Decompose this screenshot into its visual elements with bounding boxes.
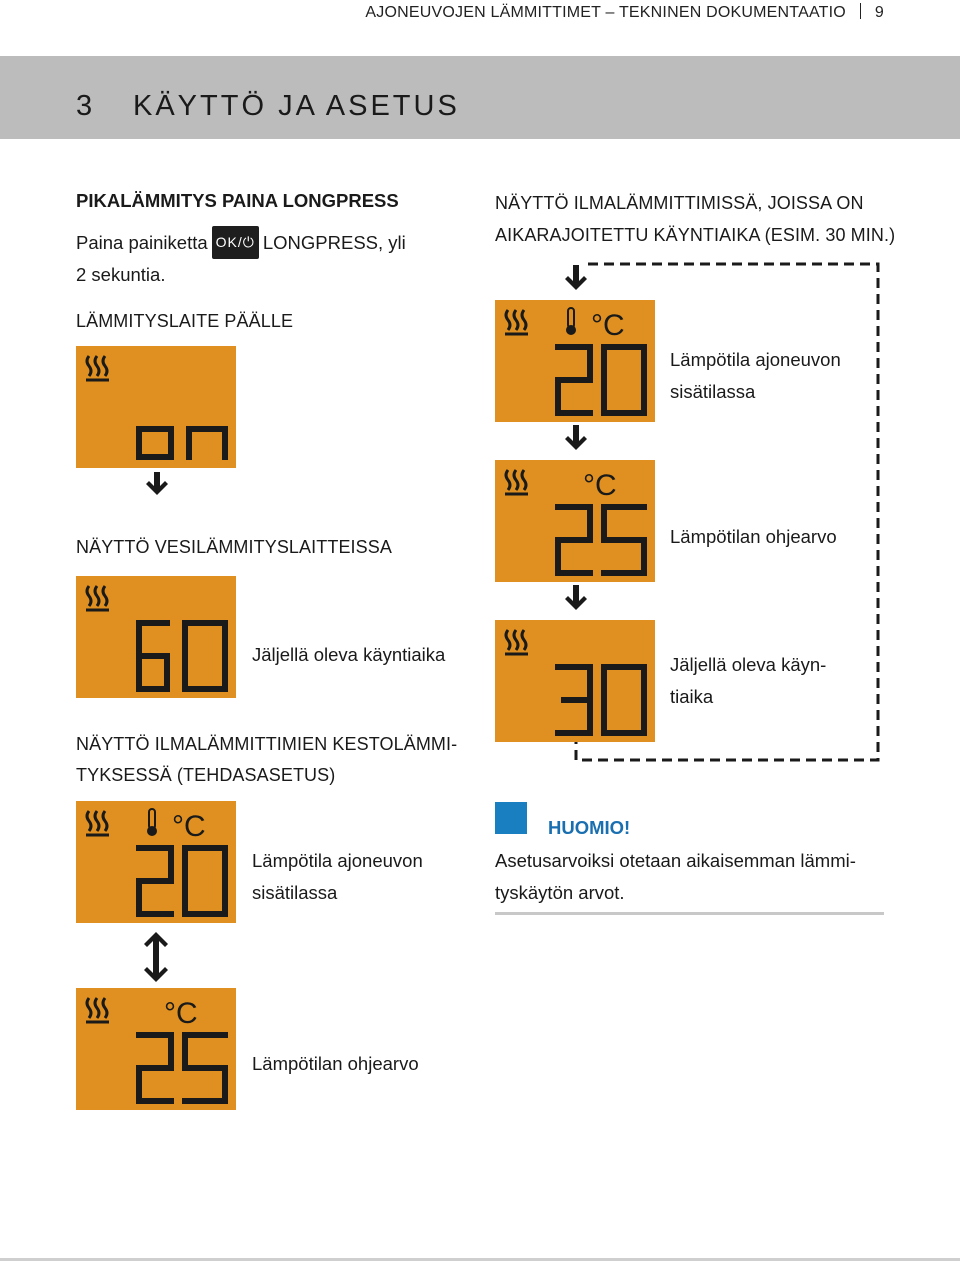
timed-runtime-label	[670, 649, 826, 713]
arrow-down-icon	[565, 425, 587, 455]
segment-digits-25	[136, 1032, 228, 1104]
double-arrow-icon	[143, 932, 169, 982]
water-runtime-label: Jäljellä oleva käyntiaika	[252, 644, 446, 665]
celsius-unit: °C	[164, 997, 198, 1030]
interior-temp-label	[252, 845, 423, 909]
instruction-text-longpress: LONGPRESS, yli	[262, 232, 406, 253]
instruction-text-start: Paina painiketta	[76, 232, 208, 253]
section-number: 3	[76, 90, 94, 122]
note-title: HUOMIO!	[548, 817, 631, 838]
timed-interior-label	[670, 344, 841, 408]
runtime-label-line-2: tiaika	[670, 686, 714, 707]
segment-digits-20	[136, 845, 228, 917]
celsius-unit: °C	[172, 810, 206, 843]
header-divider	[860, 3, 861, 19]
heat-waves-icon	[86, 586, 109, 610]
heat-waves-icon	[505, 630, 528, 654]
note-text-line-2: tyskäytön arvot.	[495, 882, 625, 903]
air-continuous-heading	[76, 729, 457, 791]
instruction-text-duration: 2 sekuntia.	[76, 264, 166, 285]
air-heading-line-2: TYKSESSÄ (TEHDASASETUS)	[76, 765, 336, 785]
air-heading-line-1: NÄYTTÖ ILMALÄMMITTIMIEN KESTOLÄMMI-	[76, 734, 458, 754]
timed-setpoint-label: Lämpötilan ohjearvo	[670, 526, 837, 547]
water-heater-heading: NÄYTTÖ VESILÄMMITYSLAITTEISSA	[76, 537, 392, 557]
lcd-timed-runtime	[495, 620, 655, 742]
quick-heat-instructions	[76, 226, 416, 290]
lcd-display-water	[76, 576, 236, 698]
lcd-timed-interior-temp	[495, 300, 655, 422]
segment-text-on	[136, 426, 228, 460]
heater-on-heading: LÄMMITYSLAITE PÄÄLLE	[76, 311, 294, 331]
arrow-down-icon	[565, 585, 587, 615]
heat-waves-icon	[86, 811, 109, 835]
timed-heading-line-1: NÄYTTÖ ILMALÄMMITTIMISSÄ, JOISSA ON	[495, 193, 864, 213]
heat-waves-icon	[505, 310, 528, 334]
lcd-display-interior-temp	[76, 801, 236, 923]
note-accent-square	[495, 802, 527, 834]
segment-digits-30	[555, 664, 647, 736]
interior-label-line-1: Lämpötila ajoneuvon	[252, 850, 423, 871]
timed-heading-line-2: AIKARAJOITETTU KÄYNTIAIKA (ESIM. 30 MIN.)	[495, 225, 896, 245]
lcd-timed-setpoint	[495, 460, 655, 582]
lcd-on-svg	[76, 346, 236, 468]
document-title: AJONEUVOJEN LÄMMITTIMET – TEKNINEN DOKUMENTAATIO	[365, 4, 846, 21]
section-header-band	[0, 56, 960, 139]
ok-power-button-icon: OK/⏻	[212, 226, 259, 259]
timed-interior-line-2: sisätilassa	[670, 381, 756, 402]
quick-heat-heading: PIKALÄMMITYS PAINA LONGPRESS	[76, 190, 399, 211]
celsius-unit: °C	[583, 469, 617, 502]
note-bottom-rule	[495, 912, 884, 915]
running-header	[365, 3, 884, 22]
heat-waves-icon	[86, 998, 109, 1022]
lcd-display-on	[76, 346, 236, 468]
heat-waves-icon	[505, 470, 528, 494]
segment-digits-25	[555, 504, 647, 576]
interior-label-line-2: sisätilassa	[252, 882, 338, 903]
segment-digits-60	[136, 620, 228, 692]
heat-waves-icon	[86, 356, 109, 380]
arrow-down-icon	[146, 472, 168, 500]
timed-interior-line-1: Lämpötila ajoneuvon	[670, 349, 841, 370]
thermometer-icon	[567, 308, 575, 334]
arrow-down-icon	[565, 265, 587, 295]
page-bottom-rule	[0, 1258, 960, 1261]
lcd-display-setpoint	[76, 988, 236, 1110]
runtime-label-line-1: Jäljellä oleva käyn-	[670, 654, 827, 675]
note-text	[495, 845, 856, 909]
segment-digits-20	[555, 344, 647, 416]
timed-heater-heading	[495, 187, 895, 251]
setpoint-label: Lämpötilan ohjearvo	[252, 1053, 419, 1074]
section-title: KÄYTTÖ JA ASETUS	[133, 90, 460, 122]
page-number: 9	[874, 4, 884, 21]
note-text-line-1: Asetusarvoiksi otetaan aikaisemman lämmi-	[495, 850, 856, 871]
celsius-unit: °C	[591, 309, 625, 342]
thermometer-icon	[148, 809, 156, 835]
